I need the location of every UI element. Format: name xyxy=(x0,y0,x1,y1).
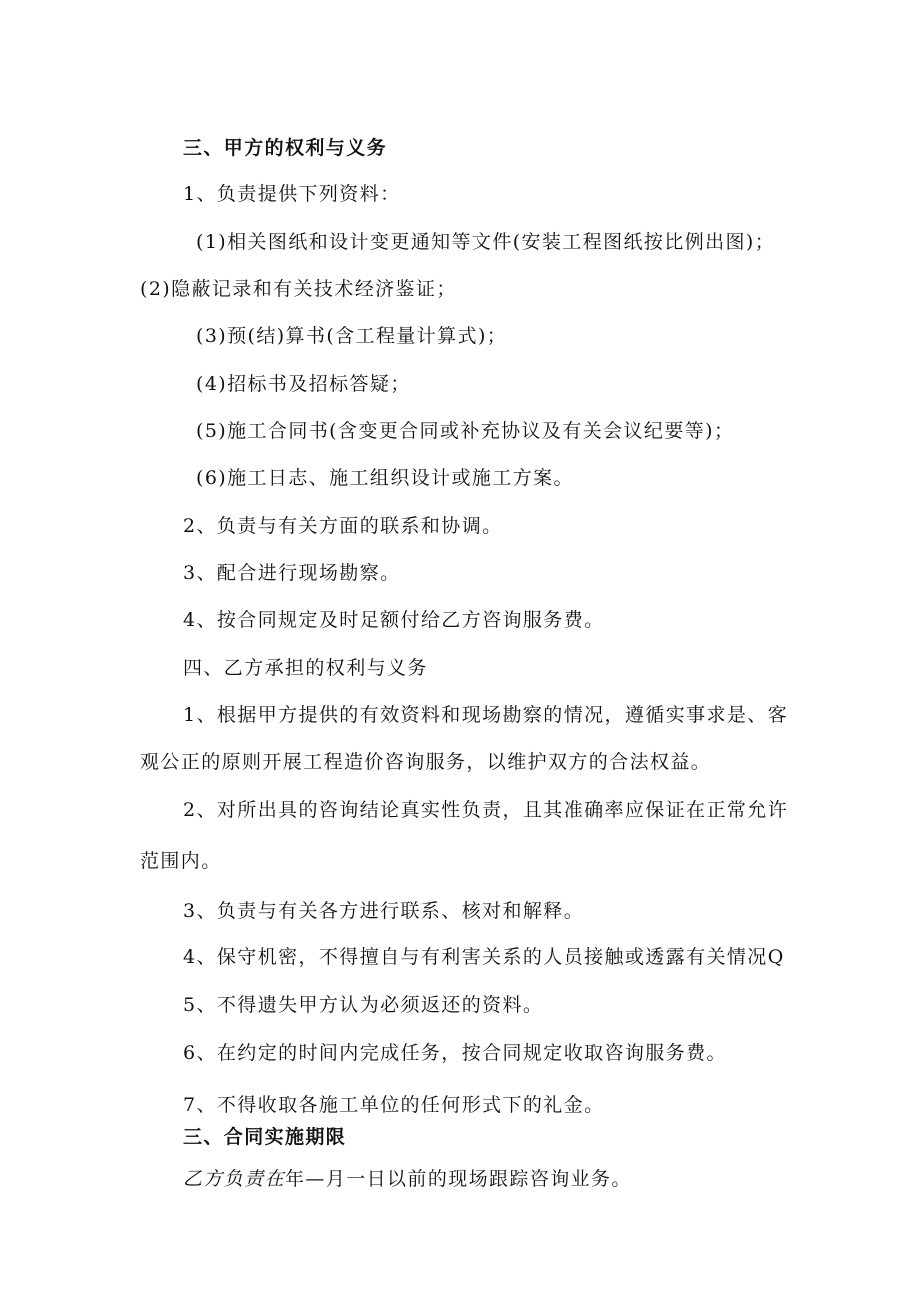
section3-sub5: (5)施工合同书(含变更合同或补充协议及有关会议纪要等)； xyxy=(196,420,735,442)
section4-item5: 5、不得遗失甲方认为必须返还的资料。 xyxy=(183,994,544,1016)
section4-item2-line2: 范围内。 xyxy=(140,850,222,872)
section3-heading: 三、甲方的权利与义务 xyxy=(183,137,388,159)
section3-sub2: (2)隐蔽记录和有关技术经济鉴证； xyxy=(140,278,457,300)
section5-heading: 三、合同实施期限 xyxy=(183,1126,347,1148)
section4-item1-line1: 1、根据甲方提供的有效资料和现场勘察的情况，遵循实事求是、客 xyxy=(183,704,789,726)
section5-body-italic: 乙方负责在 xyxy=(183,1168,286,1190)
section3-item1: 1、负责提供下列资料： xyxy=(183,183,401,205)
section3-sub3: (3)预(结)算书(含工程量计算式)； xyxy=(196,325,508,347)
section3-sub6: (6)施工日志、施工组织设计或施工方案。 xyxy=(196,467,574,489)
section3-item4: 4、按合同规定及时足额付给乙方咨询服务费。 xyxy=(183,609,605,631)
section3-item2: 2、负责与有关方面的联系和协调。 xyxy=(183,515,503,537)
section4-item6: 6、在约定的时间内完成任务，按合同规定收取咨询服务费。 xyxy=(183,1042,727,1064)
section5-body-rest: 年—月一日以前的现场跟踪咨询业务。 xyxy=(285,1168,632,1190)
section4-item3: 3、负责与有关各方进行联系、核对和解释。 xyxy=(183,900,585,922)
section3-item3: 3、配合进行现场勘察。 xyxy=(183,562,401,584)
section4-heading: 四、乙方承担的权利与义务 xyxy=(183,657,428,679)
section4-item2-line1: 2、对所出具的咨询结论真实性负责，且其准确率应保证在正常允许 xyxy=(183,799,789,821)
section4-item1-line2: 观公正的原则开展工程造价咨询服务，以维护双方的合法权益。 xyxy=(140,751,712,773)
section4-item4: 4、保守机密，不得擅自与有利害关系的人员接触或透露有关情况Q xyxy=(183,946,785,968)
section3-sub4: (4)招标书及招标答疑； xyxy=(196,373,411,395)
section5-body xyxy=(183,1166,632,1192)
section4-item7: 7、不得收取各施工单位的任何形式下的礼金。 xyxy=(183,1094,605,1116)
section3-sub1: (1)相关图纸和设计变更通知等文件(安装工程图纸按比例出图)； xyxy=(196,231,776,253)
